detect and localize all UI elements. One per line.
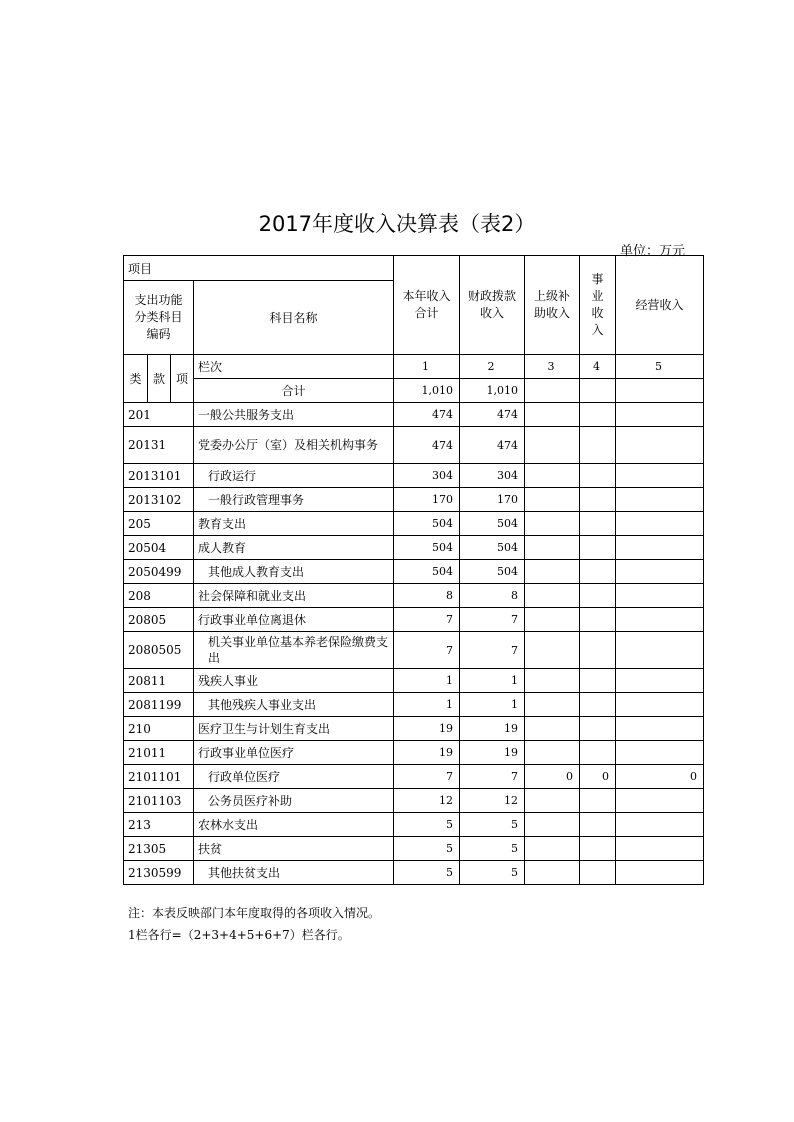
row-c3 xyxy=(525,861,580,885)
row-c5 xyxy=(616,669,704,693)
row-c5 xyxy=(616,512,704,536)
row-c2: 19 xyxy=(460,741,525,765)
row-c2: 8 xyxy=(460,584,525,608)
row-c2: 19 xyxy=(460,717,525,741)
header-col1: 本年收入合计 xyxy=(394,256,460,355)
header-name-label: 科目名称 xyxy=(194,281,394,355)
row-c1: 504 xyxy=(394,512,460,536)
total-label: 合计 xyxy=(194,379,394,403)
row-c1: 170 xyxy=(394,488,460,512)
row-c3 xyxy=(525,536,580,560)
row-c5 xyxy=(616,632,704,669)
table-row xyxy=(124,560,704,584)
row-c3 xyxy=(525,560,580,584)
row-code: 2050499 xyxy=(124,560,194,584)
row-name: 教育支出 xyxy=(194,512,394,536)
row-code: 21305 xyxy=(124,837,194,861)
row-code: 20805 xyxy=(124,608,194,632)
table-row xyxy=(124,861,704,885)
row-c5 xyxy=(616,536,704,560)
row-c1: 1 xyxy=(394,693,460,717)
total-c4 xyxy=(580,379,616,403)
total-c5 xyxy=(616,379,704,403)
row-c4 xyxy=(580,488,616,512)
row-name: 医疗卫生与计划生育支出 xyxy=(194,717,394,741)
total-c1: 1,010 xyxy=(394,379,460,403)
row-c5 xyxy=(616,861,704,885)
row-c2: 7 xyxy=(460,632,525,669)
row-c5 xyxy=(616,693,704,717)
row-code: 2101101 xyxy=(124,765,194,789)
row-c2: 7 xyxy=(460,765,525,789)
row-code: 210 xyxy=(124,717,194,741)
row-c2: 474 xyxy=(460,403,525,427)
table-row xyxy=(124,512,704,536)
header-xiang: 项 xyxy=(171,355,194,403)
table-row xyxy=(124,669,704,693)
row-c5 xyxy=(616,813,704,837)
table-row xyxy=(124,693,704,717)
row-name: 其他残疾人事业支出 xyxy=(194,693,394,717)
row-c1: 474 xyxy=(394,427,460,464)
row-code: 2013101 xyxy=(124,464,194,488)
row-code: 2080505 xyxy=(124,632,194,669)
row-c1: 19 xyxy=(394,741,460,765)
row-code: 205 xyxy=(124,512,194,536)
table-row xyxy=(124,837,704,861)
row-c1: 474 xyxy=(394,403,460,427)
row-c4 xyxy=(580,536,616,560)
row-name: 其他扶贫支出 xyxy=(194,861,394,885)
row-name: 党委办公厅（室）及相关机构事务 xyxy=(194,427,394,464)
total-c2: 1,010 xyxy=(460,379,525,403)
row-c5: 0 xyxy=(616,765,704,789)
table-row xyxy=(124,427,704,464)
table-row xyxy=(124,536,704,560)
row-c4 xyxy=(580,837,616,861)
row-c3 xyxy=(525,608,580,632)
header-lei: 类 xyxy=(124,355,148,403)
row-c5 xyxy=(616,427,704,464)
row-c2: 504 xyxy=(460,536,525,560)
table-row xyxy=(124,813,704,837)
row-c4 xyxy=(580,693,616,717)
row-c1: 504 xyxy=(394,560,460,584)
row-name: 公务员医疗补助 xyxy=(194,789,394,813)
row-code: 201 xyxy=(124,403,194,427)
row-c3 xyxy=(525,488,580,512)
row-code: 208 xyxy=(124,584,194,608)
header-col3: 上级补助收入 xyxy=(525,256,580,355)
row-c1: 5 xyxy=(394,813,460,837)
row-c4: 0 xyxy=(580,765,616,789)
row-c3 xyxy=(525,584,580,608)
row-c1: 7 xyxy=(394,765,460,789)
row-c2: 7 xyxy=(460,608,525,632)
row-name: 农林水支出 xyxy=(194,813,394,837)
row-c5 xyxy=(616,741,704,765)
table-row xyxy=(124,741,704,765)
row-c3 xyxy=(525,669,580,693)
row-c2: 12 xyxy=(460,789,525,813)
row-c1: 8 xyxy=(394,584,460,608)
row-c4 xyxy=(580,584,616,608)
table-row xyxy=(124,403,704,427)
row-c4 xyxy=(580,669,616,693)
page-title: 2017年度收入决算表（表2） xyxy=(258,212,536,236)
row-c3 xyxy=(525,813,580,837)
row-c3 xyxy=(525,464,580,488)
header-lanci: 栏次 xyxy=(194,355,394,379)
table-row xyxy=(124,789,704,813)
row-c2: 1 xyxy=(460,669,525,693)
row-code: 213 xyxy=(124,813,194,837)
row-c1: 7 xyxy=(394,608,460,632)
row-name: 机关事业单位基本养老保险缴费支出 xyxy=(194,632,394,669)
row-c3 xyxy=(525,789,580,813)
row-c1: 7 xyxy=(394,632,460,669)
row-code: 2013102 xyxy=(124,488,194,512)
table-row xyxy=(124,765,704,789)
notes xyxy=(128,902,380,946)
row-c5 xyxy=(616,488,704,512)
row-c5 xyxy=(616,464,704,488)
row-code: 21011 xyxy=(124,741,194,765)
row-c5 xyxy=(616,584,704,608)
note-1: 注：本表反映部门本年度取得的各项收入情况。 xyxy=(128,906,381,920)
table-row xyxy=(124,632,704,669)
col-number-2: 2 xyxy=(460,355,525,379)
row-c4 xyxy=(580,464,616,488)
row-code: 2081199 xyxy=(124,693,194,717)
row-c5 xyxy=(616,608,704,632)
header-col2: 财政拨款收入 xyxy=(460,256,525,355)
row-c3 xyxy=(525,837,580,861)
header-col5: 经营收入 xyxy=(616,256,704,355)
row-c5 xyxy=(616,789,704,813)
row-c3 xyxy=(525,512,580,536)
unit-label: 单位：万元 xyxy=(620,244,686,259)
header-col4: 事业收入 xyxy=(580,256,616,355)
row-c3: 0 xyxy=(525,765,580,789)
row-c3 xyxy=(525,693,580,717)
col-number-3: 3 xyxy=(525,355,580,379)
row-c4 xyxy=(580,717,616,741)
row-c2: 5 xyxy=(460,837,525,861)
income-table xyxy=(123,255,704,885)
row-c2: 170 xyxy=(460,488,525,512)
row-c5 xyxy=(616,403,704,427)
table-row xyxy=(124,488,704,512)
note-2: 1栏各行=（2+3+4+5+6+7）栏各行。 xyxy=(128,928,350,942)
row-name: 社会保障和就业支出 xyxy=(194,584,394,608)
row-c4 xyxy=(580,512,616,536)
col-number-1: 1 xyxy=(394,355,460,379)
row-c2: 5 xyxy=(460,861,525,885)
row-code: 2130599 xyxy=(124,861,194,885)
row-c2: 504 xyxy=(460,512,525,536)
row-c1: 5 xyxy=(394,861,460,885)
col-number-4: 4 xyxy=(580,355,616,379)
row-c4 xyxy=(580,560,616,584)
row-c1: 19 xyxy=(394,717,460,741)
row-c3 xyxy=(525,403,580,427)
header-project: 项目 xyxy=(124,256,394,281)
row-name: 残疾人事业 xyxy=(194,669,394,693)
row-code: 20131 xyxy=(124,427,194,464)
table-row xyxy=(124,717,704,741)
row-c5 xyxy=(616,717,704,741)
row-c5 xyxy=(616,837,704,861)
row-c1: 1 xyxy=(394,669,460,693)
row-name: 行政事业单位医疗 xyxy=(194,741,394,765)
row-c4 xyxy=(580,813,616,837)
table-row xyxy=(124,584,704,608)
header-kuan: 款 xyxy=(148,355,171,403)
row-name: 行政事业单位离退休 xyxy=(194,608,394,632)
table-row xyxy=(124,608,704,632)
row-c4 xyxy=(580,608,616,632)
row-code: 20504 xyxy=(124,536,194,560)
row-c5 xyxy=(616,560,704,584)
row-c3 xyxy=(525,717,580,741)
row-c2: 504 xyxy=(460,560,525,584)
row-c4 xyxy=(580,632,616,669)
row-name: 行政单位医疗 xyxy=(194,765,394,789)
row-name: 行政运行 xyxy=(194,464,394,488)
total-c3 xyxy=(525,379,580,403)
header-code-label: 支出功能分类科目编码 xyxy=(124,281,194,355)
row-name: 扶贫 xyxy=(194,837,394,861)
row-code: 2101103 xyxy=(124,789,194,813)
row-c4 xyxy=(580,861,616,885)
row-name: 其他成人教育支出 xyxy=(194,560,394,584)
row-c1: 504 xyxy=(394,536,460,560)
row-name: 成人教育 xyxy=(194,536,394,560)
table-row xyxy=(124,464,704,488)
row-c4 xyxy=(580,741,616,765)
row-code: 20811 xyxy=(124,669,194,693)
row-name: 一般行政管理事务 xyxy=(194,488,394,512)
row-c2: 5 xyxy=(460,813,525,837)
row-c2: 474 xyxy=(460,427,525,464)
row-c1: 5 xyxy=(394,837,460,861)
row-c1: 304 xyxy=(394,464,460,488)
row-c2: 1 xyxy=(460,693,525,717)
row-c2: 304 xyxy=(460,464,525,488)
row-c4 xyxy=(580,427,616,464)
row-name: 一般公共服务支出 xyxy=(194,403,394,427)
row-c3 xyxy=(525,632,580,669)
row-c1: 12 xyxy=(394,789,460,813)
col-number-5: 5 xyxy=(616,355,704,379)
row-c4 xyxy=(580,403,616,427)
row-c3 xyxy=(525,741,580,765)
row-c4 xyxy=(580,789,616,813)
row-c3 xyxy=(525,427,580,464)
